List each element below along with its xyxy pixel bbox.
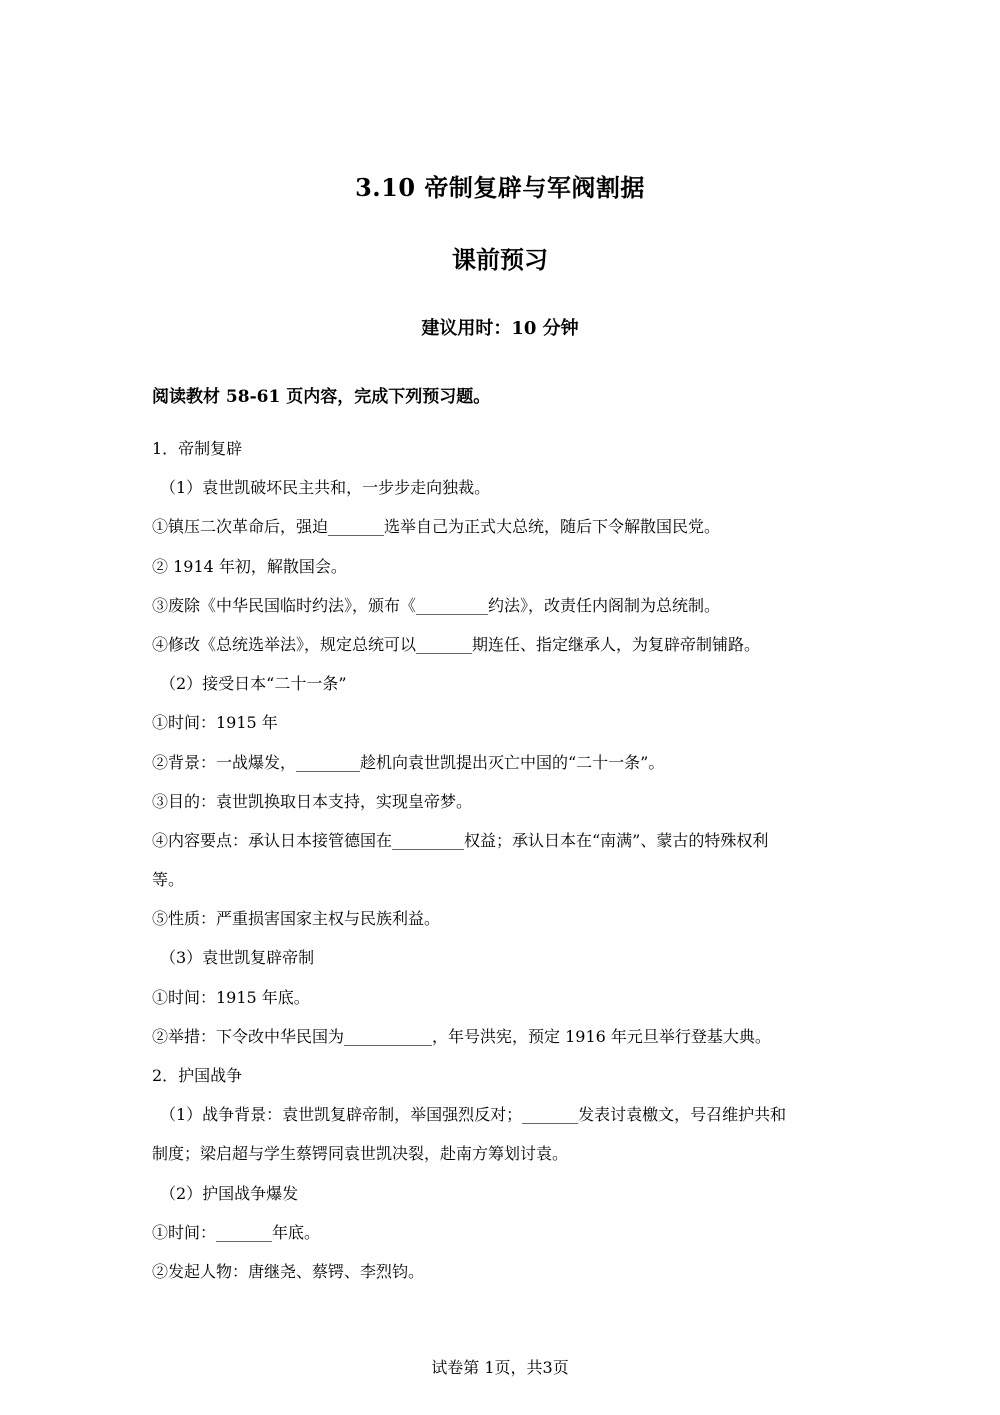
question-line: 1．帝制复辟	[152, 439, 243, 458]
suggested-time: 建议用时：10 分钟	[421, 318, 579, 339]
question-line: ⑤性质：严重损害国家主权与民族利益。	[152, 909, 441, 929]
question-line: ②背景：一战爆发，________趁机向袁世凯提出灭亡中国的“二十一条”。	[152, 752, 665, 772]
question-line: ①时间：1915 年	[152, 713, 278, 733]
question-line: （2）接受日本“二十一条”	[160, 674, 347, 694]
question-line: （3）袁世凯复辟帝制	[160, 948, 315, 968]
document-title: 3.10 帝制复辟与军阀割据	[355, 173, 645, 202]
question-line: ③目的：袁世凯换取日本支持，实现皇帝梦。	[152, 791, 473, 811]
question-line: ①时间：_______年底。	[152, 1222, 321, 1242]
question-line: ②举措：下令改中华民国为___________，年号洪宪，预定 1916 年元旦举行登基大典。	[152, 1026, 771, 1046]
question-line: ③废除《中华民国临时约法》，颁布《_________约法》，改责任内阁制为总统制。	[152, 595, 721, 615]
question-line: （1）袁世凯破坏民主共和，一步步走向独裁。	[160, 478, 491, 498]
question-line: ④内容要点：承认日本接管德国在_________权益；承认日本在“南满”、蒙古的特殊权利	[152, 830, 769, 850]
page-footer: 试卷第 1页，共3页	[431, 1358, 569, 1377]
question-line: ④修改《总统选举法》，规定总统可以_______期连任、指定继承人，为复辟帝制铺路。	[152, 634, 761, 654]
question-line: （1）战争背景：袁世凯复辟帝制，举国强烈反对；_______发表讨袁檄文，号召维护共和	[160, 1105, 787, 1125]
question-line: （2）护国战争爆发	[160, 1183, 299, 1203]
question-line: ②发起人物：唐继尧、蔡锷、李烈钧。	[152, 1261, 425, 1281]
question-list	[152, 436, 852, 1298]
question-line: ② 1914 年初，解散国会。	[152, 556, 347, 576]
question-line: 制度；梁启超与学生蔡锷同袁世凯决裂，赴南方筹划讨袁。	[152, 1144, 569, 1164]
reading-instruction: 阅读教材 58-61 页内容，完成下列预习题。	[152, 387, 491, 407]
question-line: 等。	[152, 870, 185, 890]
question-line: ①镇压二次革命后，强迫_______选举自己为正式大总统，随后下令解散国民党。	[152, 517, 721, 537]
question-line: ①时间：1915 年底。	[152, 987, 310, 1007]
document-subtitle: 课前预习	[452, 245, 548, 274]
question-line: 2．护国战争	[152, 1066, 243, 1085]
